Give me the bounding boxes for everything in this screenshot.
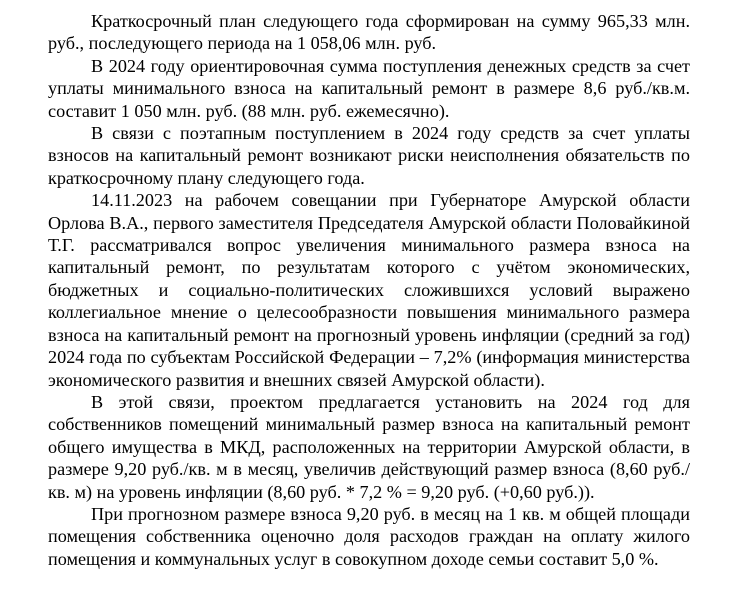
paragraph-forecast: При прогнозном размере взноса 9,20 руб. в месяц на 1 кв. м общей площади помещения собственника оценочно доля расходов граждан на оплату жилого помещения и коммунальных услуг в совокупном доходе семьи составит 5,0 %.	[48, 503, 690, 569]
paragraph-risks: В связи с поэтапным поступлением в 2024 году средств за счет уплаты взносов на капитальный ремонт возникают риски неисполнения обязательств по краткосрочному плану следующего года.	[48, 123, 690, 188]
paragraph-2024-receipts: В 2024 году ориентировочная сумма поступления денежных средств за счет уплаты минимального взноса на капитальный ремонт в размере 8,6 руб./кв.м. составит 1 050 млн. руб. (88 млн. руб. ежемесячно).	[48, 55, 690, 121]
document-body	[48, 10, 690, 570]
paragraph-short-term-plan: Краткосрочный план следующего года сформирован на сумму 965,33 млн. руб., последующего периода на 1 058,06 млн. руб.	[48, 11, 690, 54]
paragraph-meeting: 14.11.2023 на рабочем совещании при Губернаторе Амурской области Орлова В.А., первого заместителя Председателя Амурской области Половайкиной Т.Г. рассматривался вопрос увеличения минимального размера взноса на капитальный ремонт, по результатам которого с учётом экономических, бюджетных и социально-политических сложившихся условий выражено коллегиальное мнение о целесообразности повышения минимального размера взноса на капитальный ремонт на прогнозный уровень инфляции (средний за год) 2024 года по субъектам Российской Федерации – 7,2% (информация министерства экономического развития и внешних связей Амурской области).	[48, 190, 690, 390]
paragraph-proposal: В этой связи, проектом предлагается установить на 2024 год для собственников помещений минимальный размер взноса на капитальный ремонт общего имущества в МКД, расположенных на территории Амурской области, в размере 9,20 руб./кв. м в месяц, увеличив действующий размер взноса (8,60 руб./кв. м) на уровень инфляции (8,60 руб. * 7,2 % = 9,20 руб. (+0,60 руб.)).	[48, 391, 690, 502]
